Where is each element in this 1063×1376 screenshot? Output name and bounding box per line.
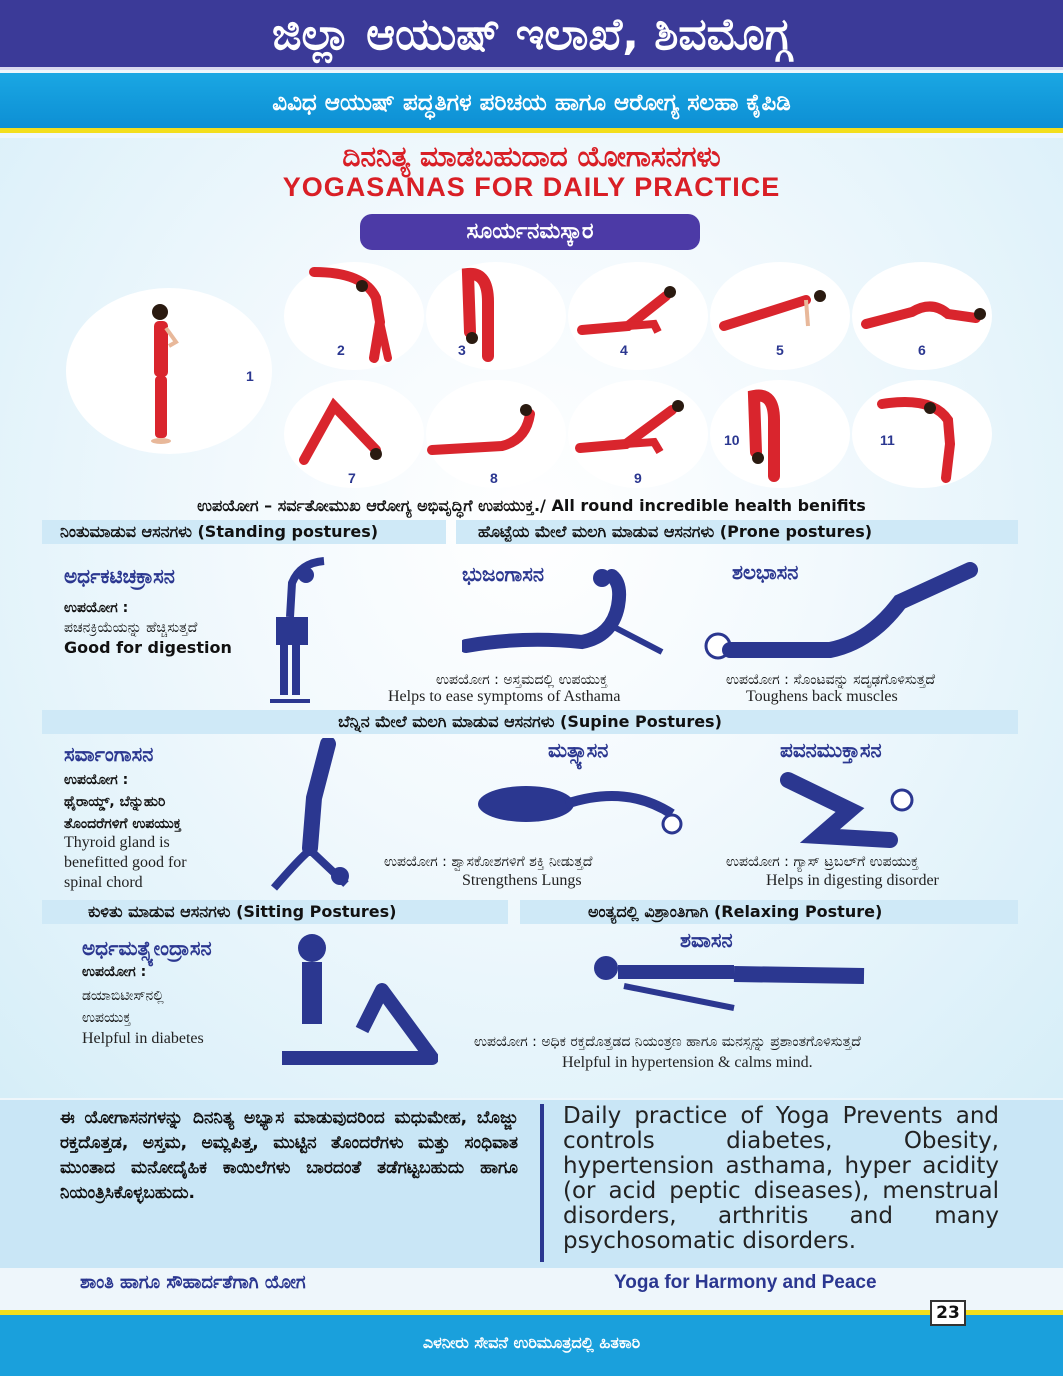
pose-use-kannada: ಪಚನಕ್ರಿಯೆಯನ್ನು ಹೆಚ್ಚಿಸುತ್ತದೆ xyxy=(64,620,198,636)
benefit-kannada: ಉಪಯೋಗ – ಸರ್ವತೋಮುಖ ಆರೋಗ್ಯ ಅಭಿವೃದ್ಧಿಗೆ ಉಪಯುಕ್ತ./ xyxy=(197,496,546,515)
step-number: 5 xyxy=(776,342,784,358)
page-number: 23 xyxy=(930,1300,966,1326)
forward-bend-figure xyxy=(426,262,566,370)
step-number: 11 xyxy=(880,432,895,448)
band-relaxing: ಅಂತ್ಯದಲ್ಲಿ ವಿಶ್ರಾಂತಿಗಾಗಿ (Relaxing Posture) xyxy=(520,900,1018,924)
pose-use-english: Helps in digesting disorder xyxy=(766,872,939,889)
pose-title-matsya: ಮತ್ಸ್ಯಾಸನ xyxy=(548,738,609,762)
step-11-circle xyxy=(852,380,992,488)
pose-use-kannada: ತೊಂದರೆಗಳಿಗೆ ಉಪಯುಕ್ತ xyxy=(64,816,182,832)
pose-use-label: ಉಪಯೋಗ : xyxy=(64,772,129,788)
backbend-figure xyxy=(852,380,992,488)
step-10-circle xyxy=(710,380,850,488)
pose-use-kannada: ಉಪಯೋಗ : ಗ್ಯಾಸ್ ಟ್ರಬಲ್‌ಗೆ ಉಪಯುಕ್ತ xyxy=(726,854,919,870)
pose-title-ardhamatsya: ಅರ್ಧಮತ್ಸ್ಯೇಂದ್ರಾಸನ xyxy=(82,936,212,960)
section-title-english: YOGASANAS FOR DAILY PRACTICE xyxy=(282,172,781,202)
step-3-circle xyxy=(426,262,566,370)
band-supine: ಬೆನ್ನಿನ ಮೇಲೆ ಮಲಗಿ ಮಾಡುವ ಆಸನಗಳು (Supine Postures) xyxy=(42,710,1018,734)
page-footer: ಎಳನೀರು ಸೇವನೆ ಉರಿಮೂತ್ರದಲ್ಲಿ ಹಿತಕಾರಿ xyxy=(0,1310,1063,1376)
lunge-figure xyxy=(568,262,708,370)
step-number: 8 xyxy=(490,470,498,486)
pose-use-kannada: ಉಪಯೋಗ : ಶ್ವಾಸಕೋಶಗಳಿಗೆ ಶಕ್ತಿ ನೀಡುತ್ತದೆ xyxy=(384,854,593,870)
harmony-kannada: ಶಾಂತಿ ಹಾಗೂ ಸೌಹಾರ್ದತೆಗಾಗಿ ಯೋಗ xyxy=(80,1272,306,1293)
bottom-text-english: Daily practice of Yoga Prevents and controls diabetes, Obesity, hypertension asthama, hyper acidity (or acid peptic diseases), menstrual disorders, arthritis and many psychosomatic disorders. xyxy=(563,1103,999,1254)
step-number: 4 xyxy=(620,342,628,358)
pose-use-english: Toughens back muscles xyxy=(746,688,898,705)
pose-use-kannada: ಉಪಯುಕ್ತ xyxy=(82,1010,131,1026)
step-number: 1 xyxy=(246,368,254,384)
step-number: 3 xyxy=(458,342,466,358)
pose-title-sarvanga: ಸರ್ವಾಂಗಾಸನ xyxy=(64,742,154,766)
pose-use-english: Thyroid gland is xyxy=(64,834,170,851)
pose-use-english: spinal chord xyxy=(64,874,143,891)
pose-title-shalabha: ಶಲಭಾಸನ xyxy=(732,560,799,584)
page-header: ಜಿಲ್ಲಾ ಆಯುಷ್ ಇಲಾಖೆ, ಶಿವಮೊಗ್ಗ xyxy=(0,0,1063,70)
step-9-circle xyxy=(568,380,708,488)
step-7-circle xyxy=(284,380,424,488)
pose-use-label: ಉಪಯೋಗ : xyxy=(82,964,147,980)
step-number: 7 xyxy=(348,470,356,486)
shalabha-figure xyxy=(700,562,980,672)
backbend-figure xyxy=(284,262,424,370)
pose-title-shava: ಶವಾಸನ xyxy=(680,928,733,952)
surya-namaskara-label: ಸೂರ್ಯನಮಸ್ಕಾರ xyxy=(360,214,700,250)
pose-use-kannada: ಉಪಯೋಗ : ಅಧಿಕ ರಕ್ತದೊತ್ತಡದ ನಿಯಂತ್ರಣ ಹಾಗೂ ಮನಸ್ಸನ್ನು ಪ್ರಶಾಂತಗೊಳಿಸುತ್ತದೆ xyxy=(474,1034,861,1050)
step-number: 10 xyxy=(724,432,740,448)
band-prone: ಹೊಟ್ಟೆಯ ಮೇಲೆ ಮಲಗಿ ಮಾಡುವ ಆಸನಗಳು (Prone postures) xyxy=(456,520,1018,544)
bottom-text-kannada: ಈ ಯೋಗಾಸನಗಳನ್ನು ದಿನನಿತ್ಯ ಅಭ್ಯಾಸ ಮಾಡುವುದರಿಂದ ಮಧುಮೇಹ, ಬೊಜ್ಜು ರಕ್ತದೊತ್ತಡ, ಅಸ್ತಮ, ಅಮ್ಲಪಿತ್ತ, ಮುಟ್ಟಿನ ತೊಂದರೆಗಳು ಮತ್ತು ಸಂಧಿವಾತ ಮುಂತಾದ ಮನೋದೈಹಿಕ ಕಾಯಿಲೆಗಳು ಬಾರದಂತೆ ತಡೆಗಟ್ಟಬಹುದು ಹಾಗೂ ನಿಯಂತ್ರಿಸಿಕೊಳ್ಳಬಹುದು. xyxy=(60,1108,518,1203)
ardhakati-figure xyxy=(250,555,340,705)
pose-use-kannada: ಉಪಯೋಗ : ಸೊಂಟವನ್ನು ಸದೃಢಗೊಳಿಸುತ್ತದೆ xyxy=(726,672,935,688)
step-number: 9 xyxy=(634,470,642,486)
pavana-figure xyxy=(780,770,930,850)
band-sitting: ಕುಳಿತು ಮಾಡುವ ಆಸನಗಳು (Sitting Postures) xyxy=(42,900,508,924)
benefit-english: All round incredible health benifits xyxy=(551,496,866,515)
pose-use-kannada: ಉಪಯೋಗ : ಅಸ್ತಮದಲ್ಲಿ ಉಪಯುಕ್ತ xyxy=(436,672,608,688)
pose-use-english: Good for digestion xyxy=(64,638,232,657)
band-standing: ನಿಂತುಮಾಡುವ ಆಸನಗಳು (Standing postures) xyxy=(42,520,446,544)
step-1-circle xyxy=(66,288,272,454)
pose-use-kannada: ಡಯಾಬಿಟೀಸ್‌ನಲ್ಲಿ xyxy=(82,988,164,1004)
step-number: 6 xyxy=(918,342,926,358)
surya-benefit xyxy=(0,496,1063,516)
matsya-figure xyxy=(476,774,690,844)
pose-use-english: Strengthens Lungs xyxy=(462,872,582,889)
standing-prayer-figure xyxy=(66,288,272,454)
pose-title-ardhakati: ಅರ್ಧಕಟಿಚಕ್ರಾಸನ xyxy=(64,564,175,588)
shava-figure xyxy=(584,952,872,1028)
pose-title-pavana: ಪವನಮುಕ್ತಾಸನ xyxy=(780,738,882,762)
step-5-circle xyxy=(710,262,850,370)
step-number: 2 xyxy=(337,342,345,358)
pose-title-bhujanga: ಭುಜಂಗಾಸನ xyxy=(462,562,544,586)
pose-use-english: Helps to ease symptoms of Asthama xyxy=(388,688,621,705)
bhujanga-figure xyxy=(462,566,676,662)
page-subheader: ವಿವಿಧ ಆಯುಷ್ ಪದ್ಧತಿಗಳ ಪರಿಚಯ ಹಾಗೂ ಆರೋಗ್ಯ ಸಲಹಾ ಕೈಪಿಡಿ xyxy=(0,73,1063,133)
step-2-circle xyxy=(284,262,424,370)
pose-use-kannada: ಥೈರಾಯ್ಡ್, ಬೆನ್ನುಹುರಿ xyxy=(64,794,166,810)
ardhamatsya-figure xyxy=(272,930,438,1066)
step-4-circle xyxy=(568,262,708,370)
pose-use-english: Helpful in diabetes xyxy=(82,1030,204,1047)
step-6-circle xyxy=(852,262,992,370)
sarvanga-figure xyxy=(270,738,360,894)
pose-use-english: Helpful in hypertension & calms mind. xyxy=(562,1054,813,1071)
bottom-divider xyxy=(540,1104,544,1262)
step-8-circle xyxy=(426,380,566,488)
pose-use-english: benefitted good for xyxy=(64,854,187,871)
section-title-kannada: ದಿನನಿತ್ಯ ಮಾಡಬಹುದಾದ ಯೋಗಾಸನಗಳು xyxy=(342,140,721,173)
pose-use-label: ಉಪಯೋಗ : xyxy=(64,600,129,616)
harmony-english: Yoga for Harmony and Peace xyxy=(614,1272,877,1293)
